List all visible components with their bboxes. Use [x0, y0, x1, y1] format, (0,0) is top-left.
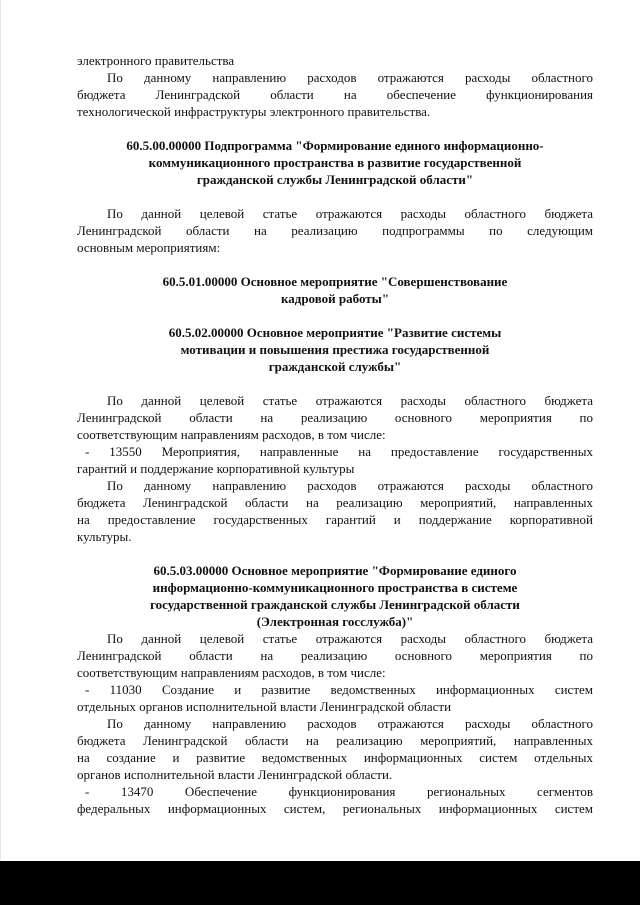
paragraph	[77, 69, 593, 120]
text-line: Ленинградской области на реализацию подпрограммы по следующим	[77, 223, 593, 238]
heading-line: государственной гражданской службы Ленинградской области	[150, 597, 520, 612]
scan-bottom-border	[0, 861, 640, 905]
text-line: отдельных органов исполнительной власти Ленинградской области	[77, 699, 452, 714]
text-line: - 13550 Мероприятия, направленные на предоставление государственных	[85, 444, 593, 459]
heading-line: кадровой работы"	[280, 291, 390, 306]
text-line: соответствующим направлениям расходов, в том числе:	[77, 665, 386, 680]
list-item	[77, 783, 593, 817]
text-line: По данному направлению расходов отражаются расходы областного	[107, 478, 593, 493]
text-line: Ленинградской области на реализацию основного мероприятия по	[77, 410, 593, 425]
text-line: электронного правительства	[77, 53, 235, 68]
heading-line: мотивации и повышения престижа государственной	[180, 342, 490, 357]
text-line: культуры.	[77, 529, 132, 544]
heading-line: гражданской службы"	[268, 359, 402, 374]
text-line: бюджета Ленинградской области на реализацию мероприятий, направленных	[77, 733, 593, 748]
section-heading	[77, 137, 593, 188]
document-body	[77, 52, 593, 817]
text-line: гарантий и поддержание корпоративной культуры	[77, 461, 355, 476]
paragraph	[77, 392, 593, 443]
text-line: федеральных информационных систем, региональных информационных систем	[77, 801, 593, 816]
text-line: основным мероприятиям:	[77, 240, 221, 255]
section-heading	[77, 273, 593, 307]
heading-line: коммуникационного пространства в развитие государственной	[148, 155, 522, 170]
text-line: По данной целевой статье отражаются расходы областного бюджета	[107, 631, 593, 646]
text-line: бюджета Ленинградской области на обеспечение функционирования	[77, 87, 593, 102]
paragraph	[77, 630, 593, 681]
heading-line: гражданской службы Ленинградской области"	[196, 172, 474, 187]
text-line: бюджета Ленинградской области на реализацию мероприятий, направленных	[77, 495, 593, 510]
heading-line: 60.5.00.00000 Подпрограмма "Формирование единого информационно-	[126, 138, 544, 153]
heading-line: (Электронная госслужба)"	[256, 614, 414, 629]
text-line: По данной целевой статье отражаются расходы областного бюджета	[107, 206, 593, 221]
section-heading	[77, 324, 593, 375]
list-item	[77, 443, 593, 477]
text-line: - 11030 Создание и развитие ведомственных информационных систем	[85, 682, 593, 697]
text-line: По данному направлению расходов отражаются расходы областного	[107, 70, 593, 85]
text-line: По данному направлению расходов отражаются расходы областного	[107, 716, 593, 731]
heading-line: 60.5.03.00000 Основное мероприятие "Формирование единого	[153, 563, 517, 578]
heading-line: 60.5.01.00000 Основное мероприятие "Совершенствование	[162, 274, 508, 289]
paragraph	[77, 205, 593, 256]
paragraph	[77, 477, 593, 545]
section-heading	[77, 562, 593, 630]
paragraph	[77, 715, 593, 783]
text-line: соответствующим направлениям расходов, в том числе:	[77, 427, 386, 442]
text-line: органов исполнительной власти Ленинградской области.	[77, 767, 393, 782]
page-left-edge	[0, 0, 1, 860]
text-line: По данной целевой статье отражаются расходы областного бюджета	[107, 393, 593, 408]
text-line: технологической инфраструктуры электронного правительства.	[77, 104, 431, 119]
text-line: на создание и развитие ведомственных информационных систем отдельных	[77, 750, 593, 765]
heading-line: 60.5.02.00000 Основное мероприятие "Развитие системы	[168, 325, 502, 340]
heading-line: информационно-коммуникационного пространства в системе	[152, 580, 518, 595]
text-line: - 13470 Обеспечение функционирования региональных сегментов	[85, 784, 593, 799]
text-line: Ленинградской области на реализацию основного мероприятия по	[77, 648, 593, 663]
list-item	[77, 681, 593, 715]
text-line: на предоставление государственных гарантий и поддержание корпоративной	[77, 512, 593, 527]
